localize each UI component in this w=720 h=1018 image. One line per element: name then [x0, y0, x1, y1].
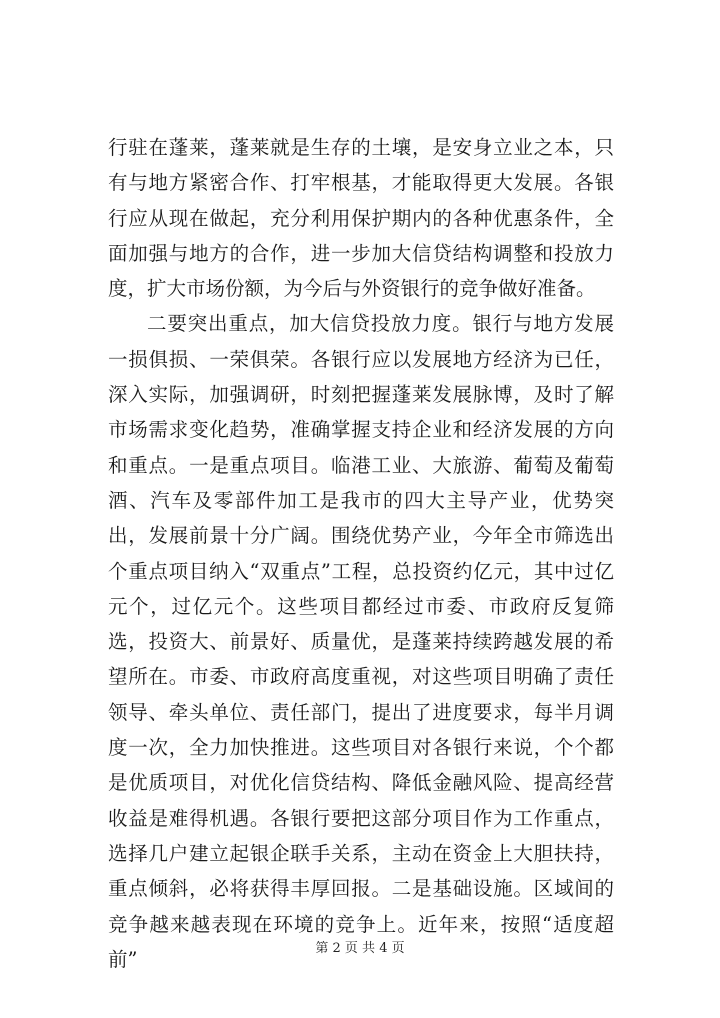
paragraph-continuation: 行驻在蓬莱，蓬莱就是生存的土壤，是安身立业之本，只有与地方紧密合作、打牢根基，才能取得更大发展。各银行应从现在做起，充分利用保护期内的各种优惠条件，全面加强与地方的合作，进一步加大信贷结构调整和投放力度，扩大市场份额，为今后与外资银行的竞争做好准备。 — [108, 136, 614, 301]
body-text — [108, 130, 614, 977]
page-footer: 第 2 页 共 4 页 — [315, 941, 405, 956]
paragraph-key-points: 二要突出重点，加大信贷投放力度。银行与地方发展一损俱损、一荣俱荣。各银行应以发展地方经济为已任，深入实际，加强调研，时刻把握蓬莱发展脉博，及时了解市场需求变化趋势，准确掌握支持企业和经济发展的方向和重点。一是重点项目。临港工业、大旅游、葡萄及葡萄酒、汽车及零部件加工是我市的四大主导产业，优势突出，发展前景十分广阔。围绕优势产业，今年全市筛选出个重点项目纳入“双重点”工程，总投资约亿元，其中过亿元个，过亿元个。这些项目都经过市委、市政府反复筛选，投资大、前景好、质量优，是蓬莱持续跨越发展的希望所在。市委、市政府高度重视，对这些项目明确了责任领导、牵头单位、责任部门，提出了进度要求，每半月调度一次，全力加快推进。这些项目对各银行来说，个个都是优质项目，对优化信贷结构、降低金融风险、提高经营收益是难得机遇。各银行要把这部分项目作为工作重点，选择几户建立起银企联手关系，主动在资金上大胆扶持，重点倾斜，必将获得丰厚回报。二是基础设施。区域间的竞争越来越表现在环境的竞争上。近年来，按照“适度超前” — [108, 312, 614, 971]
